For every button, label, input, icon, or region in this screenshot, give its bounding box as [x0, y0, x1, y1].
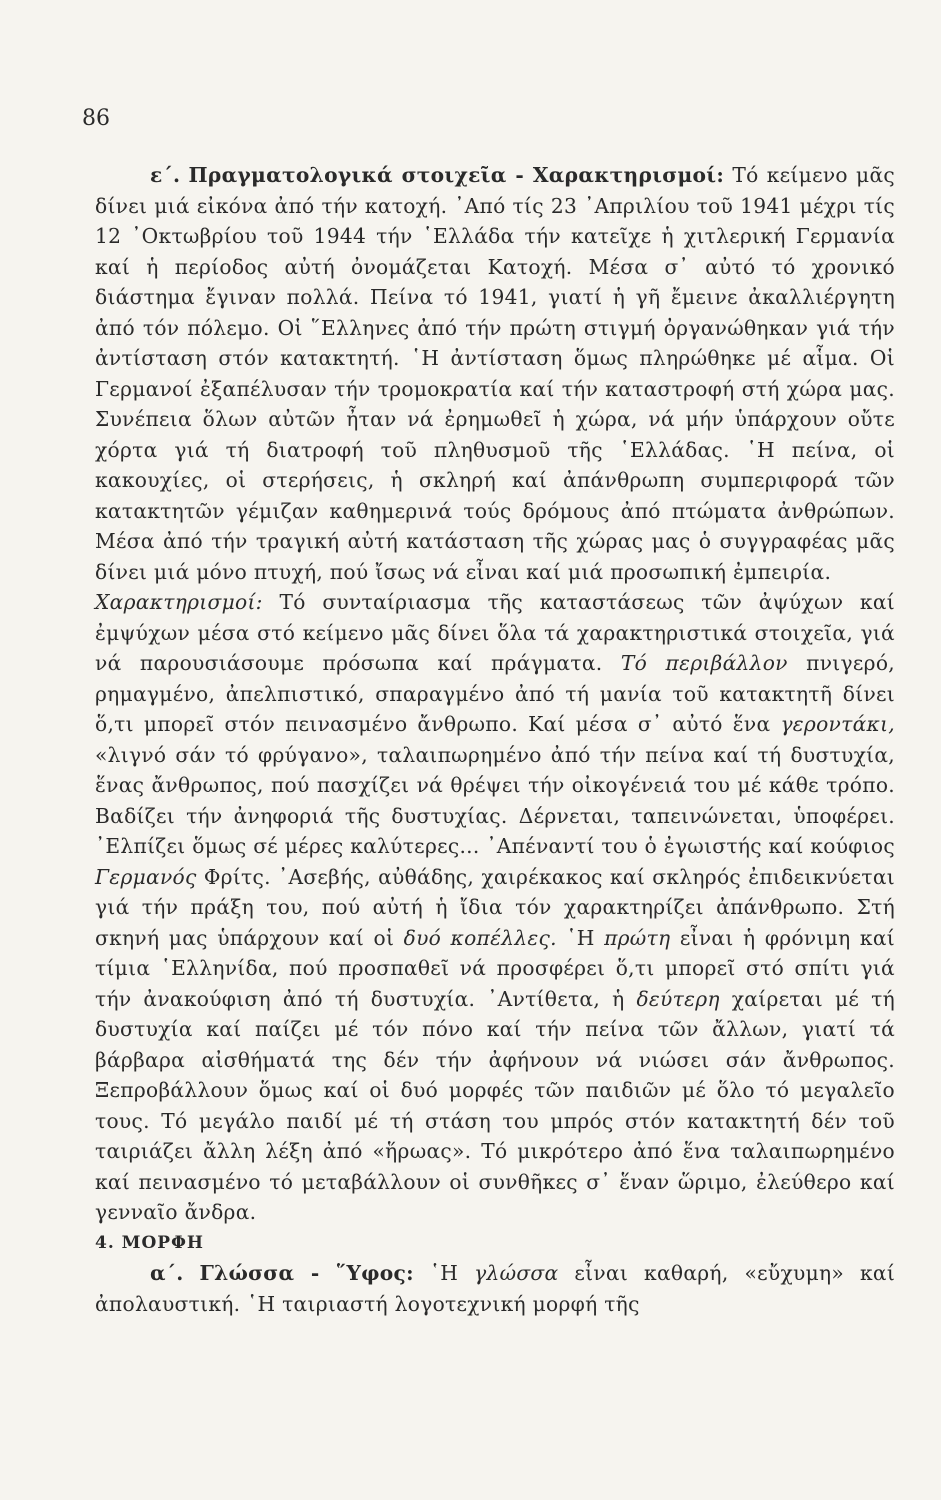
- characterizations-em-4: δυό κοπέλλες.: [403, 925, 557, 950]
- section-e-paragraph: [95, 160, 895, 587]
- characterizations-em-5: πρώτη: [604, 925, 671, 950]
- section-e-title: Πραγματολογικά στοιχεῖα - Χαρακτηρισμοί:: [188, 163, 725, 187]
- characterizations-text-7: χαίρεται μέ τή δυστυχία καί παίζει μέ τόν πόνο καί τήν πείνα τῶν ἄλλων, γιατί τά βάρβαρα αἰσθήματά της δέν τήν ἀφήνουν νά νιώσει σάν ἄνθρωπος. Ξεπροβάλλουν ὅμως καί οἱ δυό μορφές τῶν παιδιῶν μέ ὅλο τό μεγαλεῖο τους. Τό μεγάλο παιδί μέ τή στάση του μπρός στόν κατακτητή δέν τοῦ ταιριάζει ἄλλη λέξη ἀπό «ἥρωας». Τό μικρότερο ἀπό ἕνα ταλαιπωρημένο καί πεινασμένο τό μεταβάλλουν οἱ συνθῆκες σ᾿ ἕναν ὥριμο, ἐλεύθερο καί γενναῖο ἄνδρα.: [95, 986, 895, 1224]
- characterizations-text-2: πνιγερό, ρημαγμένο, ἀπελπιστικό, σπαραγμένο ἀπό τή μανία τοῦ κατακτητῆ δίνει ὅ,τι μπορεῖ στόν πεινασμένο ἄνθρωπο. Καί μέσα σ᾿ αὐτό ἕνα: [95, 651, 895, 736]
- section-a-text-1: ῾Η: [429, 1261, 459, 1285]
- characterizations-label: Χαρακτηρισμοί:: [95, 590, 263, 614]
- section-a-title: Γλώσσα - ῞Υφος:: [199, 1261, 414, 1285]
- section-a-label: α΄.: [150, 1261, 184, 1285]
- characterizations-em-3: Γερμανός: [95, 864, 197, 889]
- characterizations-em-2: γεροντάκι,: [780, 712, 896, 736]
- section-a-em-1: γλώσσα: [474, 1261, 559, 1285]
- characterizations-em-1: Τό περιβάλλον: [620, 651, 788, 675]
- main-text: [95, 160, 895, 1319]
- characterizations-text-3: «λιγνό σάν τό φρύγανο», ταλαιπωρημένο ἀπό τήν πείνα καί τή δυστυχία, ἕνας ἄνθρωπος, πού πασχίζει νά θρέψει τήν οἰκογένειά του μέ κάθε τρόπο. Βαδίζει τήν ἀνηφοριά τῆς δυστυχίας. Δέρνεται, ταπεινώνεται, ὑποφέρει. ᾿Ελπίζει ὅμως σέ μέρες καλύτερες... ᾿Απέναντί του ὁ ἐγωιστής καί κούφιος: [95, 742, 895, 858]
- characterizations-text-4: Φρίτς. ᾿Ασεβής, αὐθάδης, χαιρέκακος καί σκληρός ἐπιδεικνύεται γιά τήν πράξη του, πού αὐτή ἡ ἴδια τόν χαρακτηρίζει ἀπάνθρωπο. Στή σκηνή μας ὑπάρχουν καί οἱ: [95, 864, 895, 950]
- page-number: 86: [82, 106, 110, 131]
- section-a-text-2: εἶναι καθαρή, «εὔχυμη» καί ἀπολαυστική. ῾Η ταιριαστή λογοτεχνική μορφή τῆς: [95, 1261, 896, 1316]
- characterizations-text-1: Τό συνταίριασμα τῆς καταστάσεως τῶν ἀψύχων καί ἐμψύχων μέσα στό κείμενο μᾶς δίνει ὅλα τά χαρακτηριστικά στοιχεῖα, γιά νά παρουσιάσουμε πρόσωπα καί πράγματα.: [95, 590, 896, 675]
- characterizations-text-5: ῾Η: [566, 925, 595, 950]
- section-4-heading: 4. ΜΟΡΦΗ: [95, 1232, 204, 1253]
- characterizations-paragraph: [95, 587, 895, 1228]
- section-e-body: Τό κείμενο μᾶς δίνει μιά εἰκόνα ἀπό τήν κατοχή. ᾿Από τίς 23 ᾿Απριλίου τοῦ 1941 μέχρι τίς 12 ᾿Οκτωβρίου τοῦ 1944 τήν ῾Ελλάδα τήν κατεῖχε ἡ χιτλερική Γερμανία καί ἡ περίοδος αὐτή ὀνομάζεται Κατοχή. Μέσα σ᾿ αὐτό τό χρονικό διάστημα ἔγιναν πολλά. Πείνα τό 1941, γιατί ἡ γῆ ἔμεινε ἀκαλλιέργητη ἀπό τόν πόλεμο. Οἱ ῞Ελληνες ἀπό τήν πρώτη στιγμή ὀργανώθηκαν γιά τήν ἀντίσταση στόν κατακτητή. ῾Η ἀντίσταση ὅμως πληρώθηκε μέ αἷμα. Οἱ Γερμανοί ἐξαπέλυσαν τήν τρομοκρατία καί τήν καταστροφή στή χώρα μας. Συνέπεια ὅλων αὐτῶν ἦταν νά ἐρημωθεῖ ἡ χώρα, νά μήν ὑπάρχουν οὔτε χόρτα γιά τή διατροφή τοῦ πληθυσμοῦ τῆς ῾Ελλάδας. ῾Η πείνα, οἱ κακουχίες, οἱ στερήσεις, ἡ σκληρή καί ἀπάνθρωπη συμπεριφορά τῶν κατακτητῶν γέμιζαν καθημερινά τούς δρόμους ἀπό πτώματα ἀνθρώπων. Μέσα ἀπό τήν τραγική αὐτή κατάσταση τῆς χώρας μας ὁ συγγραφέας μᾶς δίνει μιά μόνο πτυχή, πού ἴσως νά εἶναι καί μιά προσωπική ἐμπειρία.: [95, 163, 896, 584]
- characterizations-text-6: εἶναι ἡ φρόνιμη καί τίμια ῾Ελληνίδα, πού προσπαθεῖ νά προσφέρει ὅ,τι μπορεῖ στό σπίτι γιά τήν ἀνακούφιση ἀπό τή δυστυχία. ᾿Αντίθετα, ἡ: [95, 925, 895, 1011]
- section-e-label: ε΄.: [150, 163, 181, 187]
- section-a-paragraph: [95, 1258, 895, 1319]
- characterizations-em-6: δεύτερη: [636, 986, 720, 1011]
